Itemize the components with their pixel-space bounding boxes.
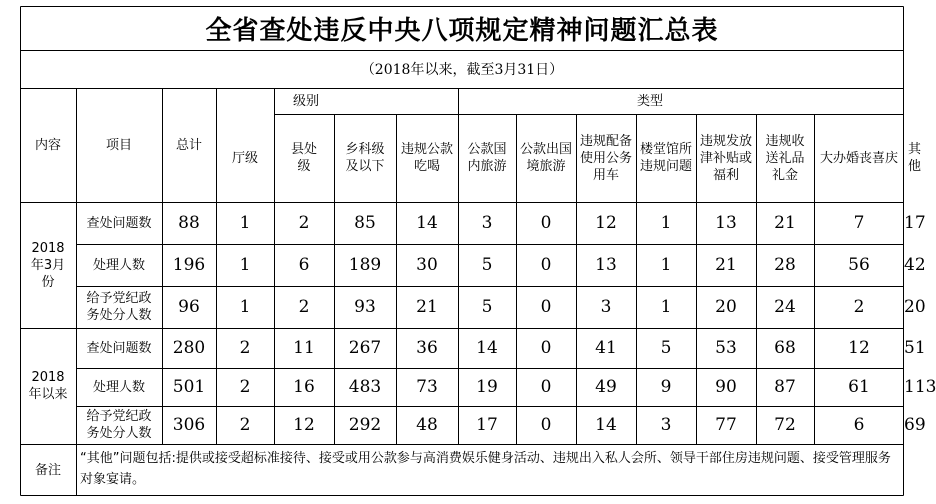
table-cell-value: 53 xyxy=(715,338,737,358)
header-item: 项目 xyxy=(105,137,132,153)
table-cell-value: 14 xyxy=(476,338,498,358)
table-cell-value: 2 xyxy=(853,297,865,317)
remarks-text: “其他”问题包括:提供或接受超标准接待、接受或用公款参与高消费娱乐健身活动、违规出入私人会所、领导干部住房违规问题、接受管理服务对象宴请。 xyxy=(80,451,891,487)
header-type-2: 公款出国境旅游 xyxy=(520,142,573,174)
row-item-label: 查处问题数 xyxy=(86,340,152,356)
row-item-label: 处理人数 xyxy=(92,257,145,273)
page-subtitle: （2018年以来，截至3月31日） xyxy=(360,62,564,78)
table-cell-value: 113 xyxy=(904,377,936,397)
table-cell-value: 20 xyxy=(904,297,926,317)
table-cell-value: 77 xyxy=(715,415,737,435)
row-item-label: 给予党纪政务处分人数 xyxy=(86,409,152,441)
header-level-0: 厅级 xyxy=(231,150,258,166)
row-item-label: 处理人数 xyxy=(92,379,145,395)
table-cell-value: 0 xyxy=(540,213,552,233)
header-type-5: 违规发放津补贴或福利 xyxy=(700,133,753,183)
table-cell-value: 24 xyxy=(774,297,796,317)
table-cell-value: 85 xyxy=(354,213,376,233)
table-cell-value: 280 xyxy=(172,338,206,358)
header-type-0: 违规公款吃喝 xyxy=(400,142,453,174)
table-cell-value: 12 xyxy=(595,213,617,233)
table-cell-value: 17 xyxy=(476,415,498,435)
table-cell-value: 0 xyxy=(540,297,552,317)
table-cell-value: 1 xyxy=(660,297,672,317)
table-cell-value: 11 xyxy=(293,338,315,358)
table-cell-value: 306 xyxy=(172,415,206,435)
table-cell-value: 1 xyxy=(239,213,251,233)
table-cell-value: 5 xyxy=(481,297,493,317)
table-cell-value: 69 xyxy=(904,415,926,435)
table-cell-value: 36 xyxy=(416,338,438,358)
table-cell-value: 30 xyxy=(416,255,438,275)
table-cell-value: 88 xyxy=(178,213,200,233)
row-item-label: 查处问题数 xyxy=(86,215,152,231)
table-cell-value: 42 xyxy=(904,255,926,275)
page-title: 全省查处违反中央八项规定精神问题汇总表 xyxy=(205,15,719,46)
table-cell-value: 12 xyxy=(293,415,315,435)
header-level-group: 级别 xyxy=(292,93,319,109)
table-cell-value: 61 xyxy=(848,377,870,397)
table-cell-value: 9 xyxy=(660,377,672,397)
table-cell-value: 49 xyxy=(595,377,617,397)
table-cell-value: 51 xyxy=(904,338,926,358)
table-cell-value: 14 xyxy=(595,415,617,435)
header-type-3: 违规配备使用公务用车 xyxy=(580,133,633,183)
header-type-6: 违规收送礼品礼金 xyxy=(765,133,805,183)
table-cell-value: 2 xyxy=(239,415,251,435)
table-cell-value: 93 xyxy=(354,297,376,317)
header-type-7: 大办婚丧喜庆 xyxy=(819,150,898,166)
header-type-1: 公款国内旅游 xyxy=(467,142,507,174)
table-cell-value: 68 xyxy=(774,338,796,358)
table-cell-value: 3 xyxy=(600,297,612,317)
table-cell-value: 0 xyxy=(540,338,552,358)
table-cell-value: 21 xyxy=(416,297,438,317)
header-content: 内容 xyxy=(34,137,61,153)
table-cell-value: 21 xyxy=(715,255,737,275)
remarks-label: 备注 xyxy=(34,462,61,478)
table-cell-value: 73 xyxy=(416,377,438,397)
header-level-2: 乡科级及以下 xyxy=(345,142,385,174)
summary-table xyxy=(20,6,936,496)
table-cell-value: 3 xyxy=(660,415,672,435)
table-cell-value: 6 xyxy=(853,415,865,435)
table-cell-value: 1 xyxy=(660,213,672,233)
table-cell-value: 2 xyxy=(239,338,251,358)
table-cell-value: 0 xyxy=(540,255,552,275)
table-cell-value: 2 xyxy=(298,297,310,317)
table-cell-value: 483 xyxy=(348,377,382,397)
table-cell-value: 12 xyxy=(848,338,870,358)
table-cell-value: 1 xyxy=(239,297,251,317)
table-cell-value: 196 xyxy=(172,255,206,275)
table-cell-value: 6 xyxy=(298,255,310,275)
table-cell-value: 501 xyxy=(172,377,206,397)
table-cell-value: 13 xyxy=(595,255,617,275)
table-cell-value: 41 xyxy=(595,338,617,358)
table-cell-value: 1 xyxy=(239,255,251,275)
table-cell-value: 20 xyxy=(715,297,737,317)
table-cell-value: 90 xyxy=(715,377,737,397)
table-cell-value: 5 xyxy=(481,255,493,275)
header-level-1: 县处级 xyxy=(290,142,317,174)
table-cell-value: 96 xyxy=(178,297,200,317)
table-cell-value: 267 xyxy=(348,338,382,358)
table-cell-value: 28 xyxy=(774,255,796,275)
table-cell-value: 0 xyxy=(540,415,552,435)
table-cell-value: 48 xyxy=(416,415,438,435)
table-cell-value: 189 xyxy=(348,255,382,275)
row-item-label: 给予党纪政务处分人数 xyxy=(86,291,152,323)
table-cell-value: 21 xyxy=(774,213,796,233)
table-cell-value: 5 xyxy=(660,338,672,358)
table-cell-value: 1 xyxy=(660,255,672,275)
group-label: 2018年3月份 xyxy=(30,240,66,290)
table-cell-value: 13 xyxy=(715,213,737,233)
table-cell-value: 16 xyxy=(293,377,315,397)
table-cell-value: 17 xyxy=(904,213,926,233)
header-total: 总计 xyxy=(175,137,202,153)
table-cell-value: 0 xyxy=(540,377,552,397)
group-label: 2018年以来 xyxy=(28,370,68,402)
header-type-group: 类型 xyxy=(636,93,663,109)
header-type-4: 楼堂馆所违规问题 xyxy=(640,142,693,174)
header-type-8: 其他 xyxy=(908,142,922,174)
table-cell-value: 19 xyxy=(476,377,498,397)
table-cell-value: 2 xyxy=(239,377,251,397)
table-cell-value: 292 xyxy=(348,415,382,435)
table-cell-value: 3 xyxy=(481,213,493,233)
table-cell-value: 56 xyxy=(848,255,870,275)
table-cell-value: 72 xyxy=(774,415,796,435)
table-cell-value: 2 xyxy=(298,213,310,233)
table-cell-value: 7 xyxy=(853,213,865,233)
table-cell-value: 14 xyxy=(416,213,438,233)
table-cell-value: 87 xyxy=(774,377,796,397)
